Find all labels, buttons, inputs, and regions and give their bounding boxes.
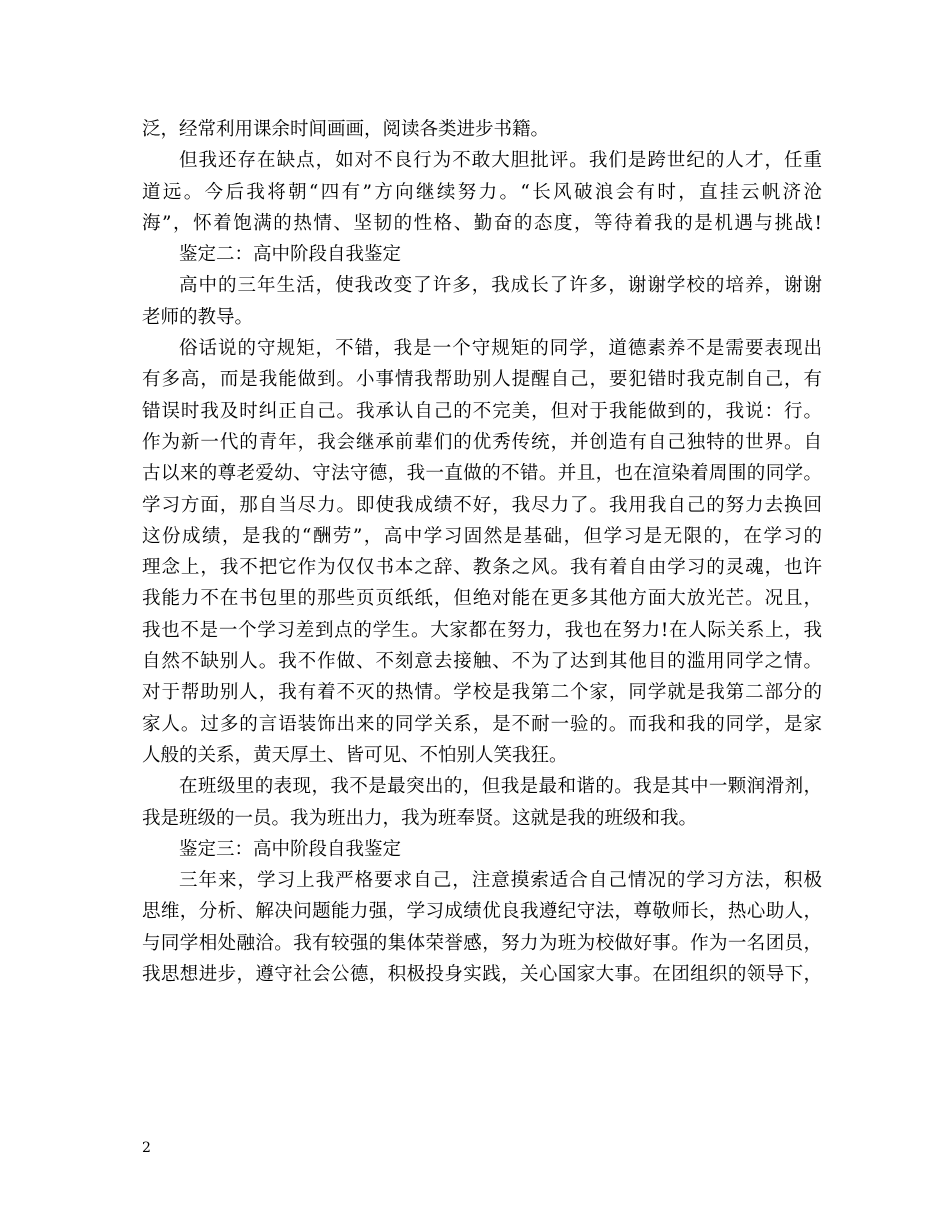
text-line: 高中的三年生活，使我改变了许多，我成长了许多，谢谢学校的培养，谢谢 (179, 275, 822, 297)
text-line: 对于帮助别人，我有着不灭的热情。学校是我第二个家，同学就是我第二部分的 (142, 682, 822, 704)
text-line: 人般的关系，黄天厚土、皆可见、不怕别人笑我狂。 (142, 744, 568, 766)
text-line: 鉴定二：高中阶段自我鉴定 (179, 244, 402, 266)
body-text (142, 114, 822, 990)
text-line: 与同学相处融洽。我有较强的集体荣誉感，努力为班为校做好事。作为一名团员， (142, 932, 822, 954)
page-number: 2 (142, 1140, 151, 1156)
text-line: 俗话说的守规矩，不错，我是一个守规矩的同学，道德素养不是需要表现出 (179, 338, 822, 360)
text-line: 三年来，学习上我严格要求自己，注意摸索适合自己情况的学习方法，积极 (179, 870, 822, 892)
text-line: 理念上，我不把它作为仅仅书本之辞、教条之风。我有着自由学习的灵魂，也许 (142, 557, 822, 579)
text-line: 古以来的尊老爱幼、守法守德，我一直做的不错。并且，也在渲染着周围的同学。 (142, 463, 822, 485)
text-line: 海”，怀着饱满的热情、坚韧的性格、勤奋的态度，等待着我的是机遇与挑战! (142, 212, 822, 234)
text-line: 但我还存在缺点，如对不良行为不敢大胆批评。我们是跨世纪的人才，任重 (179, 150, 822, 172)
text-line: 我能力不在书包里的那些页页纸纸，但绝对能在更多其他方面大放光芒。况且， (142, 588, 822, 610)
text-line: 在班级里的表现，我不是最突出的，但我是最和谐的。我是其中一颗润滑剂， (179, 776, 822, 798)
text-line: 学习方面，那自当尽力。即使我成绩不好，我尽力了。我用我自己的努力去换回 (142, 494, 822, 516)
text-line: 我也不是一个学习差到点的学生。大家都在努力，我也在努力!在人际关系上，我 (142, 619, 822, 641)
text-line: 这份成绩，是我的“酬劳”，高中学习固然是基础，但学习是无限的，在学习的 (142, 525, 822, 547)
text-line: 有多高，而是我能做到。小事情我帮助别人提醒自己，要犯错时我克制自己，有 (142, 369, 822, 391)
text-line: 错误时我及时纠正自己。我承认自己的不完美，但对于我能做到的，我说：行。 (142, 400, 822, 422)
text-line: 鉴定三：高中阶段自我鉴定 (179, 838, 402, 860)
text-line: 道远。今后我将朝“四有”方向继续努力。“长风破浪会有时，直挂云帆济沧 (142, 181, 822, 203)
text-line: 泛，经常利用课余时间画画，阅读各类进步书籍。 (142, 119, 550, 140)
text-line: 我是班级的一员。我为班出力，我为班奉贤。这就是我的班级和我。 (142, 807, 698, 829)
text-line: 老师的教导。 (142, 306, 254, 328)
text-line: 自然不缺别人。我不作做、不刻意去接触、不为了达到其他目的滥用同学之情。 (142, 651, 822, 673)
text-line: 我思想进步，遵守社会公德，积极投身实践，关心国家大事。在团组织的领导下， (142, 964, 822, 986)
text-line: 家人。过多的言语装饰出来的同学关系，是不耐一验的。而我和我的同学，是家 (142, 713, 822, 735)
text-line: 思维，分析、解决问题能力强，学习成绩优良我遵纪守法，尊敬师长，热心助人， (142, 901, 822, 923)
text-line: 作为新一代的青年，我会继承前辈们的优秀传统，并创造有自己独特的世界。自 (142, 431, 822, 453)
